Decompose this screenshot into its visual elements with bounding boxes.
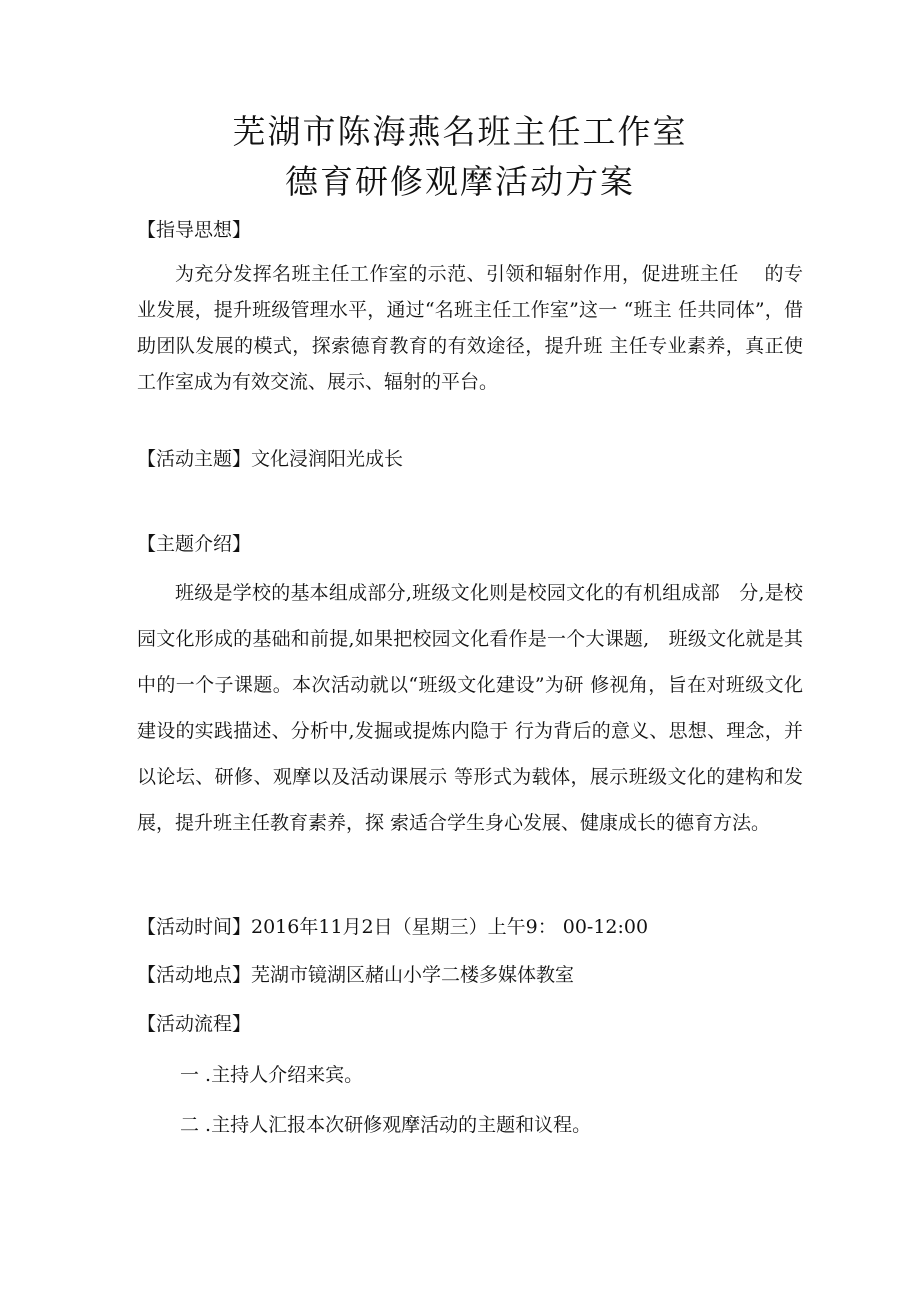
theme-introduction-paragraph: 班级是学校的基本组成部分,班级文化则是校园文化的有机组成部 分,是校园文化形成的基础和前提,如果把校园文化看作是一个大课题, 班级文化就是其中的一个子课题。本次活动就以“班级文化建设”为研 修视角，旨在对班级文化建设的实践描述、分析中,发掘或提炼内隐于 行为背后的意义、思想、理念，并以论坛、研修、观摩以及活动课展示 等形式为载体，展示班级文化的建构和发展，提升班主任教育素养，探 索适合学生身心发展、健康成长的德育方法。 — [137, 582, 803, 834]
process-step-1: 一 .主持人介绍来宾。 — [180, 1064, 364, 1086]
document-title-line-1: 芜湖市陈海燕名班主任工作室 — [232, 112, 688, 151]
theme-introduction-heading: 【主题介绍】 — [137, 533, 252, 555]
activity-process-heading: 【活动流程】 — [137, 1013, 252, 1035]
activity-time-line: 【活动时间】2016年11月2日（星期三）上午9： 00-12:00 — [137, 916, 649, 938]
activity-location-line: 【活动地点】芜湖市镜湖区赭山小学二楼多媒体教室 — [137, 964, 575, 986]
guiding-ideology-heading: 【指导思想】 — [137, 219, 252, 241]
activity-theme-line: 【活动主题】文化浸润阳光成长 — [137, 448, 404, 470]
document-title-line-2: 德育研修观摩活动方案 — [285, 162, 635, 201]
process-step-2: 二 .主持人汇报本次研修观摩活动的主题和议程。 — [180, 1114, 592, 1136]
guiding-ideology-paragraph: 为充分发挥名班主任工作室的示范、引领和辐射作用，促进班主任 的专业发展，提升班级管理水平，通过“名班主任工作室”这一 “班主 任共同体”，借助团队发展的模式，探索德育教育的有效途径，提升班 主任专业素养，真正使工作室成为有效交流、展示、辐射的平台。 — [137, 263, 803, 393]
